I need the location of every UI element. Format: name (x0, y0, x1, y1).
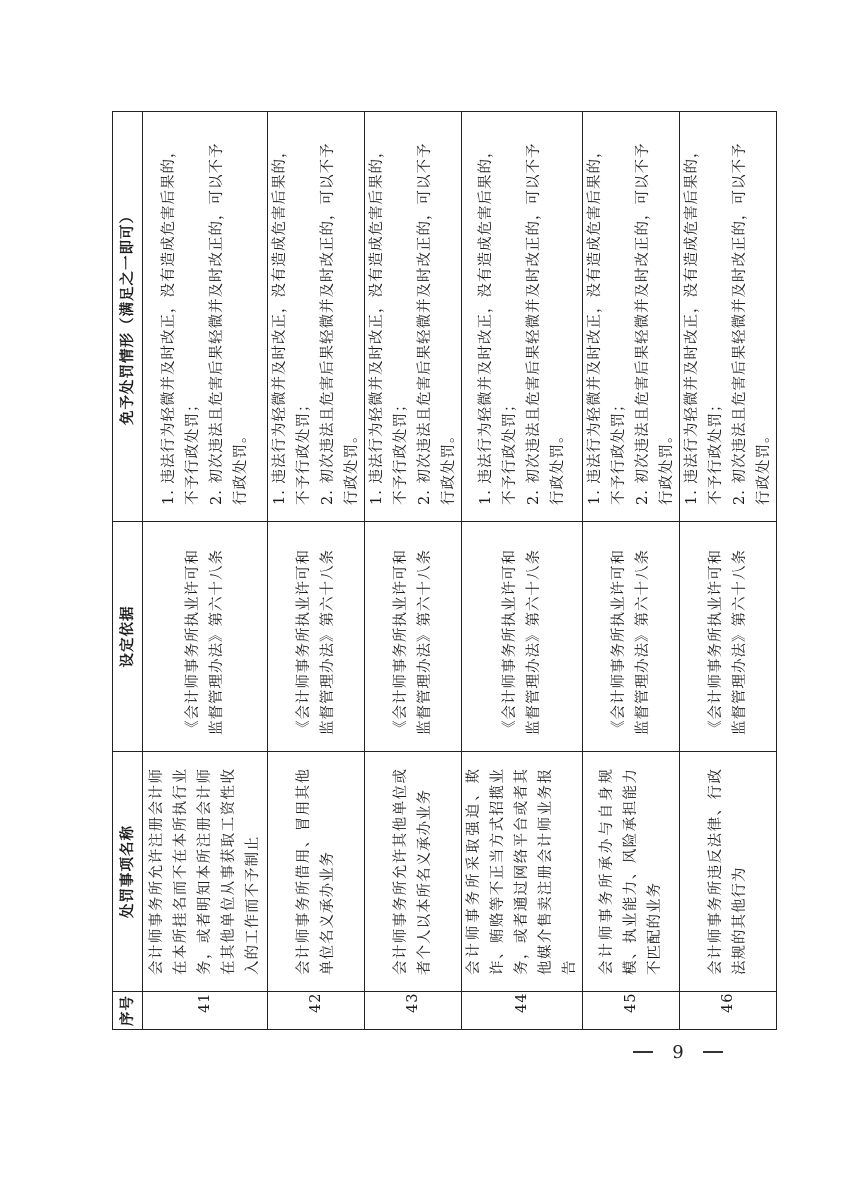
row-item-name: 会计师事务所采取强迫、欺诈、贿赂等不正当方式招揽业务，或者通过网络平台或者其他媒介售卖注册会计师业务报告 (462, 752, 583, 992)
table-row (462, 112, 583, 1030)
row-basis: 《会计师事务所执业许可和监督管理办法》第六十八条 (583, 522, 680, 752)
row-basis: 《会计师事务所执业许可和监督管理办法》第六十八条 (143, 522, 268, 752)
row-seq: 44 (462, 992, 583, 1030)
row-seq: 45 (583, 992, 680, 1030)
exemption-clause-2: 2. 初次违法且危害后果轻微并及时改正的，可以不予行政处罚。 (209, 142, 249, 505)
row-exemption (268, 112, 365, 522)
exemption-clause-1: 1. 违法行为轻微并及时改正，没有造成危害后果的，不予行政处罚； (161, 142, 201, 505)
header-seq: 序号 (113, 992, 143, 1030)
page-number-value: 9 (672, 1041, 684, 1063)
header-basis: 设定依据 (113, 522, 143, 752)
row-exemption (143, 112, 268, 522)
row-item-name: 会计师事务所借用、冒用其他单位名义承办业务 (268, 752, 365, 992)
row-basis: 《会计师事务所执业许可和监督管理办法》第六十八条 (680, 522, 777, 752)
table-row (143, 112, 268, 1030)
row-exemption (583, 112, 680, 522)
header-exemption: 免予处罚情形（满足之一即可） (113, 112, 143, 522)
row-item-name: 会计师事务所违反法律、行政法规的其他行为 (680, 752, 777, 992)
row-basis: 《会计师事务所执业许可和监督管理办法》第六十八条 (462, 522, 583, 752)
row-exemption (365, 112, 462, 522)
row-item-name: 会计师事务所允许其他单位或者个人以本所名义承办业务 (365, 752, 462, 992)
page-number-right-dash (703, 1051, 723, 1052)
header-item-name: 处罚事项名称 (113, 752, 143, 992)
row-basis: 《会计师事务所执业许可和监督管理办法》第六十八条 (268, 522, 365, 752)
row-seq: 46 (680, 992, 777, 1030)
table-header-row (113, 112, 143, 1030)
table-row (680, 112, 777, 1030)
table-row (583, 112, 680, 1030)
exemption-clause-1: 1. 违法行为轻微并及时改正，没有造成危害后果的，不予行政处罚； (587, 142, 627, 505)
exemption-clause-1: 1. 违法行为轻微并及时改正，没有造成危害后果的，不予行政处罚； (684, 142, 724, 505)
exemption-clause-2: 2. 初次违法且危害后果轻微并及时改正的，可以不予行政处罚。 (635, 142, 675, 505)
row-seq: 42 (268, 992, 365, 1030)
page-number (633, 1040, 723, 1064)
exemption-clause-1: 1. 违法行为轻微并及时改正，没有造成危害后果的，不予行政处罚； (478, 142, 518, 505)
penalty-exemption-table (112, 111, 777, 1030)
row-item-name: 会计师事务所承办与自身规模、执业能力、风险承担能力不匹配的业务 (583, 752, 680, 992)
rotated-table-container (112, 112, 772, 1030)
row-basis: 《会计师事务所执业许可和监督管理办法》第六十八条 (365, 522, 462, 752)
table-row (365, 112, 462, 1030)
row-seq: 41 (143, 992, 268, 1030)
row-seq: 43 (365, 992, 462, 1030)
row-item-name: 会计师事务所允许注册会计师在本所挂名而不在本所执行业务，或者明知本所注册会计师在其他单位从事获取工资性收入的工作而不予制止 (143, 752, 268, 992)
exemption-clause-2: 2. 初次违法且危害后果轻微并及时改正的，可以不予行政处罚。 (732, 142, 772, 505)
page-number-left-dash (633, 1051, 653, 1052)
exemption-clause-2: 2. 初次违法且危害后果轻微并及时改正的，可以不予行政处罚。 (526, 142, 566, 505)
row-exemption (462, 112, 583, 522)
table-row (268, 112, 365, 1030)
exemption-clause-1: 1. 违法行为轻微并及时改正，没有造成危害后果的，不予行政处罚； (272, 142, 312, 505)
exemption-clause-2: 2. 初次违法且危害后果轻微并及时改正的，可以不予行政处罚。 (417, 142, 457, 505)
exemption-clause-1: 1. 违法行为轻微并及时改正，没有造成危害后果的，不予行政处罚； (369, 142, 409, 505)
exemption-clause-2: 2. 初次违法且危害后果轻微并及时改正的，可以不予行政处罚。 (320, 142, 360, 505)
row-exemption (680, 112, 777, 522)
